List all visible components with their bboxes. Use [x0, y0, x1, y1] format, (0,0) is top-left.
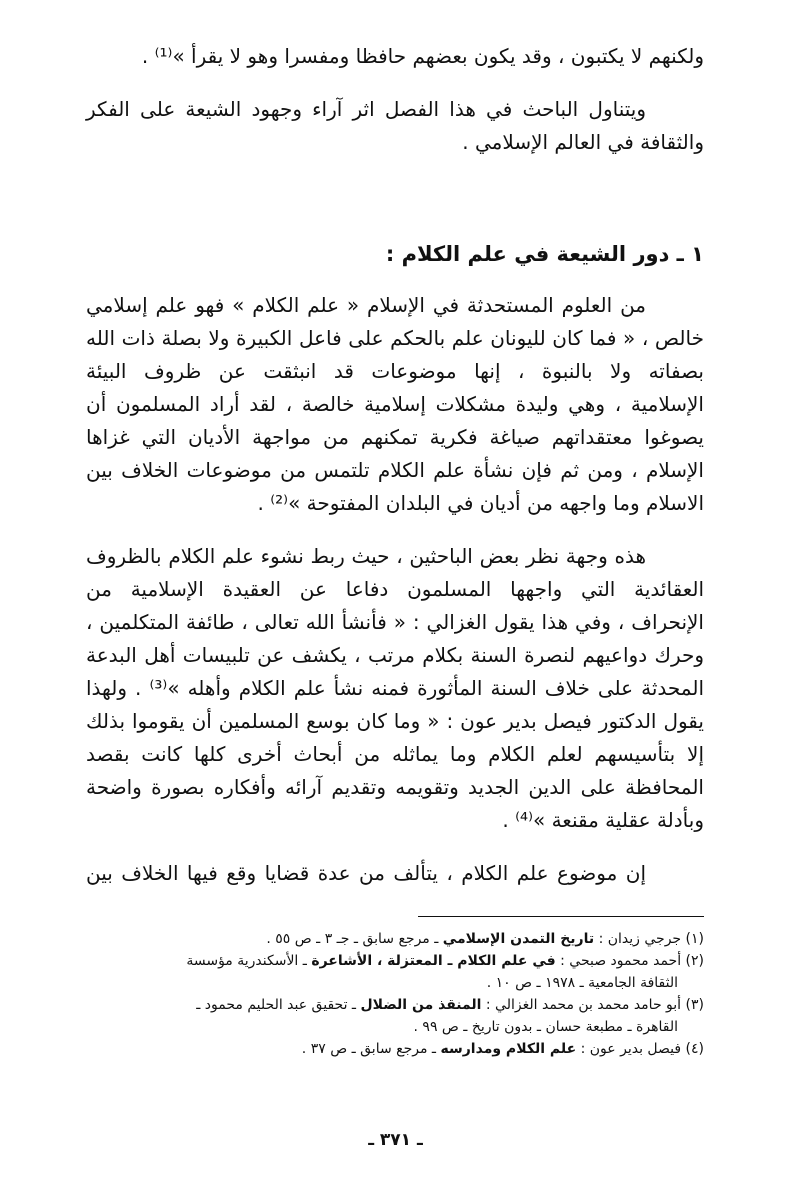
text-line: المحافظة على الدين الجديد وتقويمه وتقديم آرائه وأفكاره بصورة واضحة	[86, 775, 704, 799]
intro-paragraph	[86, 40, 704, 73]
footnote-1	[92, 928, 704, 950]
footnote-title: علم الكلام ومدارسه	[440, 1041, 577, 1057]
text-line: من العلوم المستحدثة في الإسلام « علم الكلام » فهو علم إسلامي	[86, 293, 646, 317]
text-line: وبأدلة عقلية مقنعة »⁽⁴⁾ .	[502, 808, 704, 832]
footnote-details: ـ مرجع سابق ـ جـ ٣ ـ ص ٥٥ .	[266, 931, 439, 947]
footnote-separator	[418, 916, 704, 917]
footnote-continuation: القاهرة ـ مطبعة حسان ـ بدون تاريخ ـ ص ٩٩ .	[413, 1019, 678, 1035]
text-line: الاسلام وما واجهه من أديان في البلدان المفتوحة »⁽²⁾ .	[257, 491, 704, 515]
footnote-author: فيصل بدير عون :	[580, 1041, 682, 1057]
footnote-author: أحمد محمود صبحي :	[560, 953, 682, 969]
text-line: إن موضوع علم الكلام ، يتألف من عدة قضايا وقع فيها الخلاف بين	[86, 861, 646, 885]
footnote-author: أبو حامد محمد بن محمد الغزالي :	[485, 997, 682, 1013]
footnote-title: تاريخ التمدن الإسلامي	[442, 931, 595, 947]
text-line: الإنحراف ، وفي هذا يقول الغزالي : « فأنشأ الله تعالى ، طائفة المتكلمين ،	[86, 610, 704, 634]
text-line: وحرك دواعيهم لنصرة السنة بكلام مرتب ، يكشف عن تلبيسات أهل البدعة	[86, 643, 704, 667]
text-line: يقول الدكتور فيصل بدير عون : « وما كان بوسع المسلمين أن يقوموا بذلك	[86, 709, 704, 733]
text-line: هذه وجهة نظر بعض الباحثين ، حيث ربط نشوء علم الكلام بالظروف	[86, 544, 646, 568]
footnote-3	[92, 994, 704, 1038]
paragraph-origins	[86, 289, 704, 520]
footnote-details: ـ الأسكندرية مؤسسة	[186, 953, 307, 969]
footnote-continuation: الثقافة الجامعية ـ ١٩٧٨ ـ ص ١٠ .	[486, 975, 678, 991]
text-line: يصوغوا معتقداتهم صياغة فكرية تمكنهم من مواجهة الأديان التي غزاها	[86, 425, 704, 449]
footnote-number: (٢)	[685, 953, 704, 969]
text-line: بصفاته ولا بالنبوة ، إنها موضوعات قد انبثقت عن ظروف البيئة	[86, 359, 704, 383]
page-body	[86, 40, 704, 910]
chapter-scope-paragraph	[86, 93, 704, 159]
paragraph-ghazali	[86, 540, 704, 837]
footnotes	[92, 928, 704, 1060]
text-line: خالص ، « فما كان لليونان علم بالحكم على فاعل الكبيرة ولا بصلة ذات الله	[86, 326, 704, 350]
footnote-author: جرجي زيدان :	[598, 931, 682, 947]
footnote-details: ـ تحقيق عبد الحليم محمود ـ	[196, 997, 357, 1013]
footnote-title: المنقذ من الضلال	[360, 997, 482, 1013]
footnote-number: (٤)	[685, 1041, 704, 1057]
text-line: الإسلام ، ومن ثم فإن نشأة علم الكلام تلتمس من موضوعات الخلاف بين	[86, 458, 704, 482]
footnote-4	[92, 1038, 704, 1060]
text-line: إلا بتأسيسهم لعلم الكلام وما يماثله من أبحاث أخرى كلها كانت بقصد	[86, 742, 704, 766]
text-line: والثقافة في العالم الإسلامي .	[462, 130, 704, 154]
paragraph-subject	[86, 857, 704, 890]
text-line: ويتناول الباحث في هذا الفصل اثر آراء وجهود الشيعة على الفكر	[86, 97, 646, 121]
text-line: ولكنهم لا يكتبون ، وقد يكون بعضهم حافظا ومفسرا وهو لا يقرأ »⁽¹⁾ .	[141, 44, 704, 68]
section-heading: ١ ـ دور الشيعة في علم الكلام :	[385, 242, 704, 266]
footnote-title: في علم الكلام ـ المعتزلة ، الأشاعرة	[311, 953, 556, 969]
footnote-details: ـ مرجع سابق ـ ص ٣٧ .	[301, 1041, 437, 1057]
footnote-number: (٣)	[685, 997, 704, 1013]
page-number: ـ ٣٧١ ـ	[368, 1130, 423, 1150]
text-line: الإسلامية ، وهي وليدة مشكلات إسلامية خالصة ، لقد أراد المسلمون أن	[86, 392, 704, 416]
footnote-number: (١)	[685, 931, 704, 947]
footnote-2	[92, 950, 704, 994]
text-line: العقائدية التي واجهها المسلمون دفاعا عن العقيدة الإسلامية من	[86, 577, 704, 601]
text-line: المحدثة على خلاف السنة المأثورة فمنه نشأ علم الكلام وأهله »⁽³⁾ . ولهذا	[86, 676, 705, 700]
